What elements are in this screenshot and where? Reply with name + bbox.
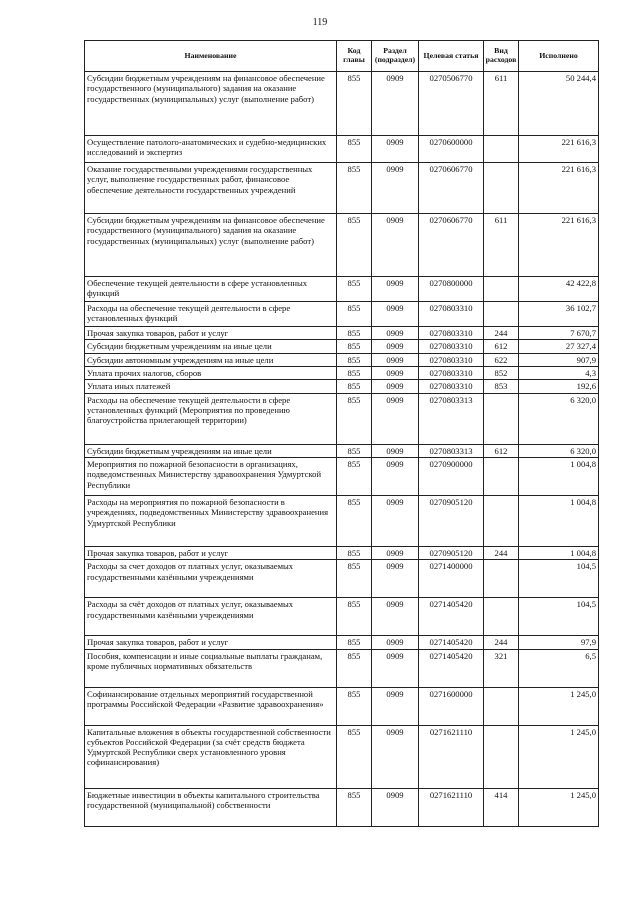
cell-section: 0909 [372,163,419,214]
cell-target: 0271405420 [419,636,484,649]
cell-target: 0270905120 [419,546,484,559]
cell-name: Расходы на обеспечение текущей деятельности в сфере установленных функций [85,302,337,327]
cell-name: Капитальные вложения в объекты государственной собственности субъектов Российской Федерации (за счёт средств бюджета Удмуртской Республики сверх установленного уровня софинансирования) [85,725,337,788]
cell-type: 321 [484,649,519,687]
cell-code: 855 [337,163,372,214]
cell-executed: 1 245,0 [519,687,599,725]
cell-executed: 192,6 [519,380,599,393]
cell-target: 0271405420 [419,649,484,687]
cell-code: 855 [337,214,372,277]
cell-section: 0909 [372,444,419,457]
table-row [85,560,599,598]
cell-code: 855 [337,457,372,495]
cell-section: 0909 [372,687,419,725]
table-row [85,687,599,725]
cell-type: 852 [484,366,519,379]
cell-type [484,277,519,302]
header-name: Наименование [85,41,337,72]
cell-target: 0270803310 [419,327,484,340]
cell-executed: 1 004,8 [519,495,599,546]
cell-target: 0270803313 [419,444,484,457]
cell-executed: 6,5 [519,649,599,687]
cell-type: 612 [484,340,519,353]
cell-type: 611 [484,72,519,136]
cell-code: 855 [337,136,372,163]
cell-code: 855 [337,444,372,457]
table-row [85,725,599,788]
table-row [85,136,599,163]
cell-name: Прочая закупка товаров, работ и услуг [85,546,337,559]
table-row [85,340,599,353]
table-row [85,214,599,277]
cell-executed: 221 616,3 [519,163,599,214]
cell-name: Расходы за счет доходов от платных услуг, оказываемых государственными казёнными учреждениями [85,560,337,598]
cell-code: 855 [337,725,372,788]
cell-name: Уплата иных платежей [85,380,337,393]
cell-target: 0270803310 [419,366,484,379]
cell-type [484,560,519,598]
cell-executed: 1 004,8 [519,457,599,495]
header-type: Вид расходов [484,41,519,72]
cell-executed: 7 670,7 [519,327,599,340]
cell-type [484,302,519,327]
cell-type: 244 [484,546,519,559]
cell-name: Расходы на обеспечение текущей деятельности в сфере установленных функций (Мероприятия по проведению благоустройства прилегающей территории) [85,393,337,444]
table-row [85,546,599,559]
cell-section: 0909 [372,366,419,379]
cell-target: 0271621110 [419,725,484,788]
cell-executed: 1 245,0 [519,788,599,826]
cell-executed: 36 102,7 [519,302,599,327]
cell-executed: 907,9 [519,353,599,366]
table-row [85,353,599,366]
header-executed: Исполнено [519,41,599,72]
cell-section: 0909 [372,495,419,546]
cell-section: 0909 [372,340,419,353]
cell-section: 0909 [372,649,419,687]
table-row [85,366,599,379]
cell-code: 855 [337,598,372,636]
cell-name: Бюджетные инвестиции в объекты капитального строительства государственной (муниципальной) собственности [85,788,337,826]
cell-section: 0909 [372,277,419,302]
cell-type: 244 [484,327,519,340]
table-row [85,457,599,495]
cell-type: 612 [484,444,519,457]
cell-code: 855 [337,340,372,353]
cell-type: 414 [484,788,519,826]
cell-target: 0270803310 [419,380,484,393]
cell-type: 853 [484,380,519,393]
cell-name: Прочая закупка товаров, работ и услуг [85,327,337,340]
cell-type [484,393,519,444]
cell-name: Прочая закупка товаров, работ и услуг [85,636,337,649]
cell-type [484,495,519,546]
table-row [85,495,599,546]
cell-executed: 1 245,0 [519,725,599,788]
header-section: Раздел (подраздел) [372,41,419,72]
table-body [85,72,599,827]
cell-executed: 97,9 [519,636,599,649]
table-row [85,72,599,136]
cell-code: 855 [337,277,372,302]
cell-type: 622 [484,353,519,366]
cell-type [484,598,519,636]
cell-executed: 6 320,0 [519,393,599,444]
cell-type: 244 [484,636,519,649]
cell-section: 0909 [372,136,419,163]
table-row [85,598,599,636]
table-header-row [85,41,599,72]
cell-type [484,687,519,725]
header-target: Целевая статья [419,41,484,72]
cell-executed: 104,5 [519,598,599,636]
cell-code: 855 [337,495,372,546]
cell-type [484,457,519,495]
cell-code: 855 [337,327,372,340]
cell-code: 855 [337,380,372,393]
cell-code: 855 [337,366,372,379]
cell-target: 0270606770 [419,214,484,277]
cell-target: 0270606770 [419,163,484,214]
cell-target: 0270600000 [419,136,484,163]
cell-executed: 221 616,3 [519,136,599,163]
table-row [85,380,599,393]
cell-section: 0909 [372,380,419,393]
cell-code: 855 [337,393,372,444]
cell-section: 0909 [372,788,419,826]
table-row [85,393,599,444]
cell-target: 0270800000 [419,277,484,302]
cell-name: Субсидии автономным учреждениям на иные цели [85,353,337,366]
cell-target: 0270803310 [419,353,484,366]
cell-section: 0909 [372,546,419,559]
cell-type: 611 [484,214,519,277]
budget-execution-table [84,40,599,827]
cell-section: 0909 [372,598,419,636]
cell-section: 0909 [372,327,419,340]
cell-name: Мероприятия по пожарной безопасности в организациях, подведомственных Министерству здравоохранения Удмуртской Республики [85,457,337,495]
table-row [85,163,599,214]
cell-name: Субсидии бюджетным учреждениям на иные цели [85,340,337,353]
cell-section: 0909 [372,725,419,788]
cell-target: 0270803310 [419,302,484,327]
cell-code: 855 [337,687,372,725]
cell-name: Уплата прочих налогов, сборов [85,366,337,379]
cell-name: Обеспечение текущей деятельности в сфере установленных функций [85,277,337,302]
table-row [85,788,599,826]
table-row [85,636,599,649]
cell-executed: 104,5 [519,560,599,598]
cell-executed: 27 327,4 [519,340,599,353]
cell-name: Субсидии бюджетным учреждениям на иные цели [85,444,337,457]
cell-executed: 221 616,3 [519,214,599,277]
cell-name: Расходы на мероприятия по пожарной безопасности в учреждениях, подведомственных Министерству здравоохранения Удмуртской Республики [85,495,337,546]
cell-target: 0270905120 [419,495,484,546]
table-row [85,649,599,687]
table-row [85,327,599,340]
cell-target: 0270900000 [419,457,484,495]
cell-name: Субсидии бюджетным учреждениям на финансовое обеспечение государственного (муниципального) задания на оказание государственных (муниципальных) услуг (выполнение работ) [85,214,337,277]
cell-code: 855 [337,72,372,136]
cell-section: 0909 [372,393,419,444]
table-row [85,302,599,327]
cell-section: 0909 [372,353,419,366]
cell-executed: 50 244,4 [519,72,599,136]
cell-name: Расходы за счёт доходов от платных услуг, оказываемых государственными казёнными учреждениями [85,598,337,636]
page-number: 119 [312,17,328,28]
cell-section: 0909 [372,636,419,649]
cell-target: 0271405420 [419,598,484,636]
cell-section: 0909 [372,302,419,327]
cell-target: 0270506770 [419,72,484,136]
cell-section: 0909 [372,457,419,495]
cell-type [484,136,519,163]
cell-name: Софинансирование отдельных мероприятий государственной программы Российской Федерации «Развитие здравоохранения» [85,687,337,725]
cell-code: 855 [337,353,372,366]
cell-section: 0909 [372,214,419,277]
cell-code: 855 [337,649,372,687]
cell-code: 855 [337,546,372,559]
cell-executed: 42 422,8 [519,277,599,302]
cell-target: 0271621110 [419,788,484,826]
header-code: Код главы [337,41,372,72]
cell-type [484,163,519,214]
cell-type [484,725,519,788]
cell-section: 0909 [372,72,419,136]
cell-name: Осуществление патолого-анатомических и судебно-медицинских исследований и экспертиз [85,136,337,163]
cell-executed: 4,3 [519,366,599,379]
table-row [85,444,599,457]
cell-executed: 1 004,8 [519,546,599,559]
cell-target: 0270803310 [419,340,484,353]
cell-name: Оказание государственными учреждениями государственных услуг, выполнение государственных работ, финансовое обеспечение деятельности государственных учреждений [85,163,337,214]
cell-code: 855 [337,788,372,826]
cell-target: 0270803313 [419,393,484,444]
table-row [85,277,599,302]
cell-target: 0271600000 [419,687,484,725]
cell-target: 0271400000 [419,560,484,598]
cell-code: 855 [337,302,372,327]
cell-executed: 6 320,0 [519,444,599,457]
cell-code: 855 [337,560,372,598]
cell-section: 0909 [372,560,419,598]
cell-code: 855 [337,636,372,649]
cell-name: Субсидии бюджетным учреждениям на финансовое обеспечение государственного (муниципального) задания на оказание государственных (муниципальных) услуг (выполнение работ) [85,72,337,136]
cell-name: Пособия, компенсации и иные социальные выплаты гражданам, кроме публичных нормативных обязательств [85,649,337,687]
